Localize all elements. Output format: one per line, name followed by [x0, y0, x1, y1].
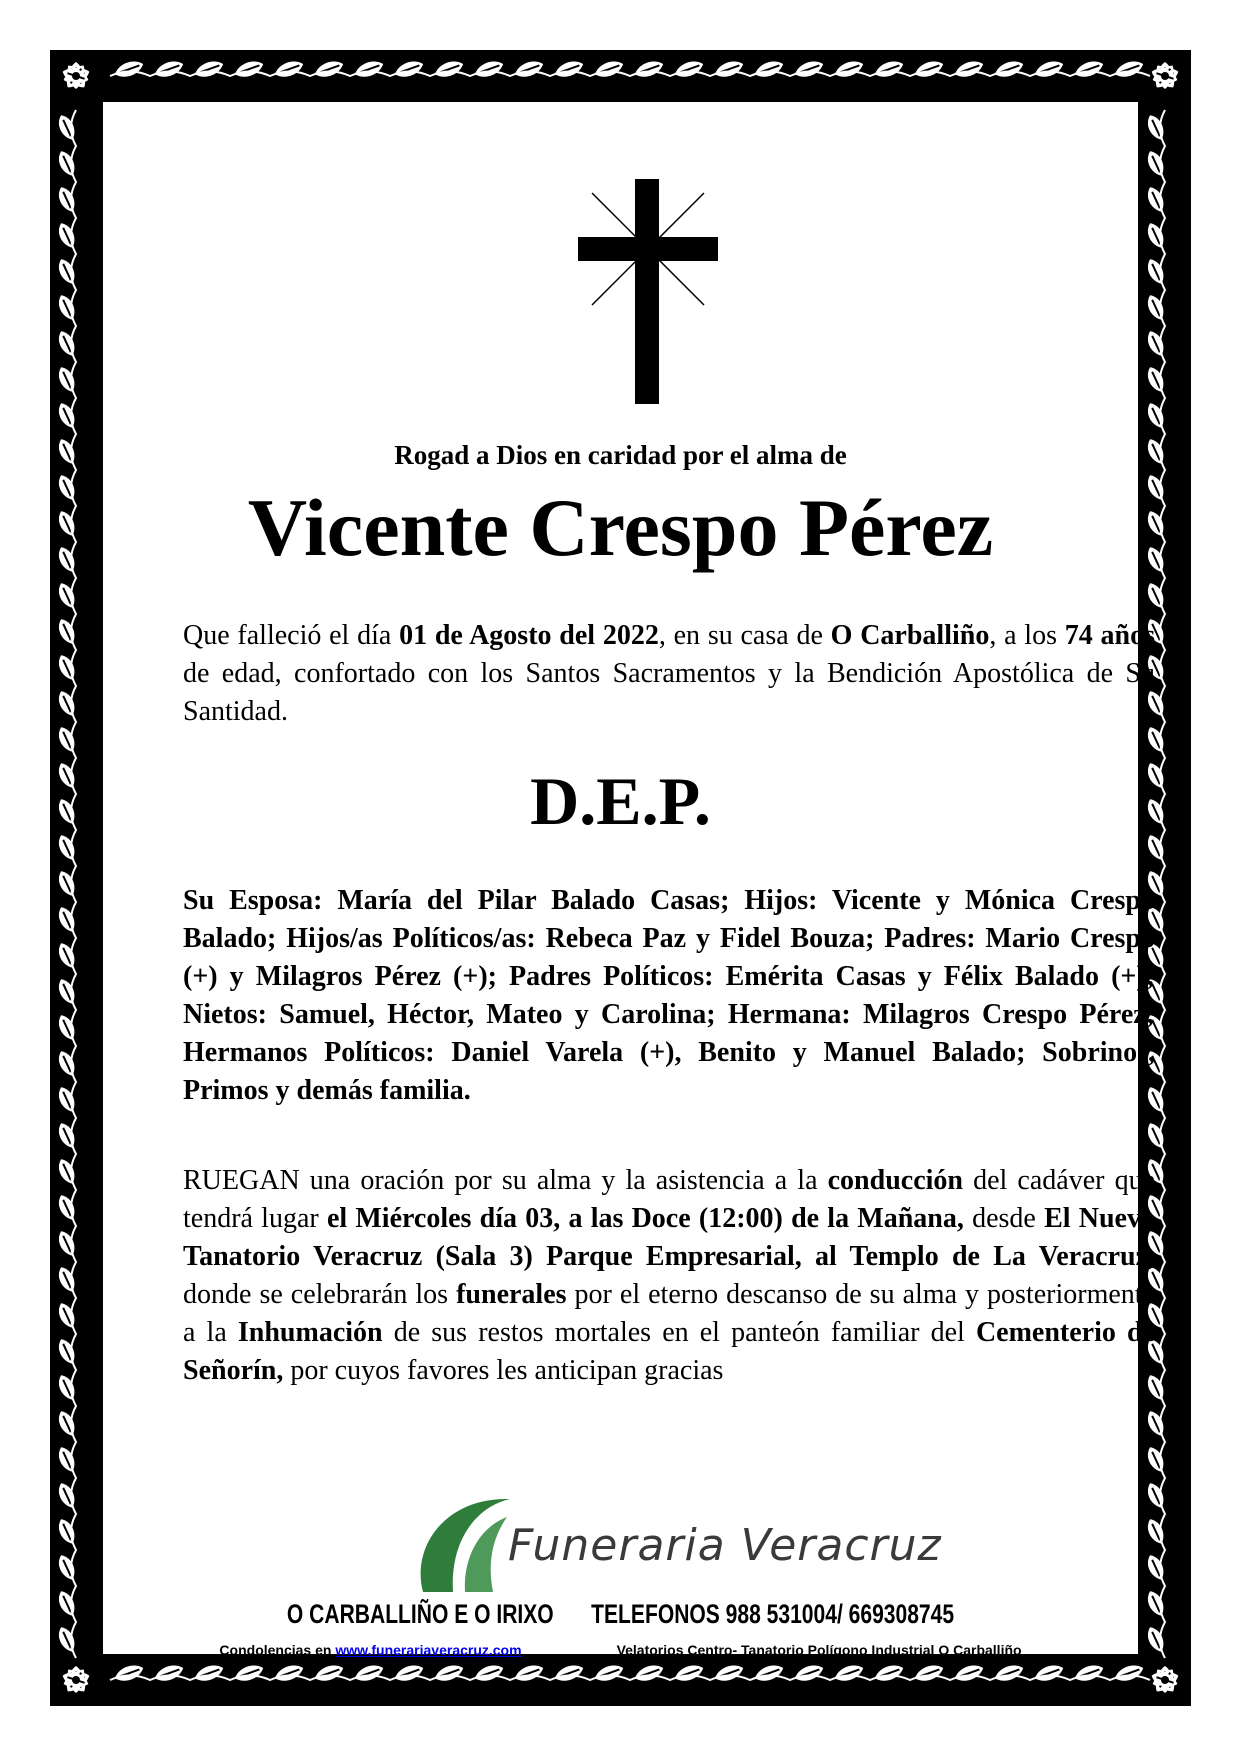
locations: O CARBALLIÑO E O IRIXO [286, 1599, 554, 1629]
phones: TELEFONOS 988 531004/ 669308745 [591, 1599, 955, 1629]
age: 74 años [1064, 620, 1156, 651]
logo-text: Funeraria Veracruz [508, 1520, 942, 1571]
wakes-info: Velatorios Centro- Tanatorio Polígono Industrial O Carballiño [616, 1642, 1022, 1658]
funeral-details: RUEGAN una oración por su alma y la asistencia a la conducción del cadáver que tendrá lugar el Miércoles día 03, a las Doce (12:00) de la Mañana, desde El Nuevo Tanatorio Veracruz (Sala 3) Parque Empresarial, al Templo de La Veracruz, donde se celebrarán los funerales por el eterno descanso de su alma y posteriormente a la Inhumación de sus restos mortales en el panteón familiar del Cementerio de Señorín, por cuyos favores les anticipan gracias [183, 1165, 1155, 1386]
intro-line: Rogad a Dios en caridad por el alma de [394, 440, 847, 470]
dep-heading: D.E.P. [530, 763, 711, 839]
death-details: Que falleció el día 01 de Agosto del 2022, en su casa de O Carballiño, a los 74 años de edad, confortado con los Santos Sacramentos y la Bendición Apostólica de Su Santidad. [183, 620, 1156, 727]
funeraria-logo-icon [415, 1487, 515, 1597]
decorative-border [50, 50, 1191, 1706]
cross-icon [578, 179, 718, 404]
notice-content [103, 102, 1156, 1658]
footer: Condolencias en www.funerariaveracruz.com Velatorios Centro- Tanatorio Polígono Industrial O Carballiño [219, 1642, 1022, 1658]
death-place: O Carballiño [830, 620, 990, 651]
death-date: 01 de Agosto del 2022 [399, 620, 659, 651]
deceased-name: Vicente Crespo Pérez [247, 482, 994, 573]
website-link[interactable]: www.funerariaveracruz.com [335, 1642, 522, 1658]
contact-line [217, 1599, 1024, 1630]
family-list: Su Esposa: María del Pilar Balado Casas; Hijos: Vicente y Mónica Crespo Balado; Hijos/as Políticos/as: Rebeca Paz y Fidel Bouza; Padres: Mario Crespo (+) y Milagros Pérez (+); Padres Políticos: Emérita Casas y Félix Balado (+); Nietos: Samuel, Héctor, Mateo y Carolina; Hermana: Milagros Crespo Pérez; Hermanos Políticos: Daniel Varela (+), Benito y Manuel Balado; Sobrinos, Primos y demás familia. [183, 885, 1155, 1106]
